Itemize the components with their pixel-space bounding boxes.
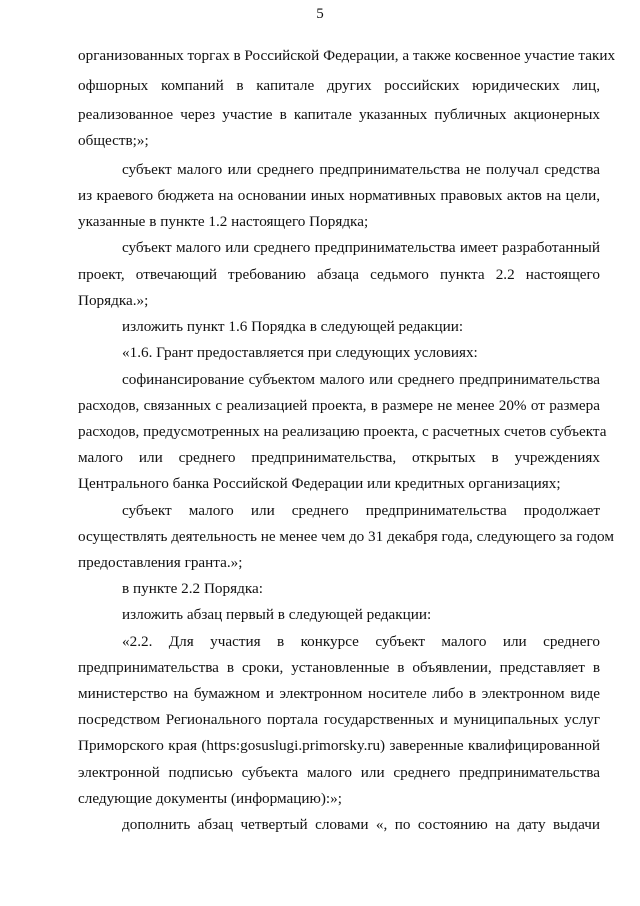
text-line: офшорных компаний в капитале других российских юридических лиц, [78, 77, 600, 94]
text-line: малого или среднего предпринимательства, открытых в учреждениях [78, 449, 600, 466]
text-line: расходов, предусмотренных на реализацию проекта, с расчетных счетов субъекта [78, 423, 607, 440]
text-line: субъект малого или среднего предпринимательства не получал средства [122, 161, 600, 178]
text-line: министерство на бумажном и электронном носителе либо в электронном виде [78, 685, 600, 702]
text-line: осуществлять деятельность не менее чем до 31 декабря года, следующего за годом [78, 528, 614, 545]
text-line: в пункте 2.2 Порядка: [122, 580, 263, 597]
text-line: предоставления гранта.»; [78, 554, 243, 571]
text-line: изложить абзац первый в следующей редакции: [122, 606, 432, 623]
text-line: предпринимательства в сроки, установленные в объявлении, представляет в [78, 659, 600, 676]
text-line: софинансирование субъектом малого или среднего предпринимательства [122, 371, 600, 388]
text-line: субъект малого или среднего предпринимательства имеет разработанный [122, 239, 600, 256]
text-line: следующие документы (информацию):»; [78, 790, 342, 807]
text-line: Приморского края (https:gosuslugi.primorsky.ru) заверенные квалифицированной [78, 737, 600, 754]
text-line: посредством Регионального портала государственных и муниципальных услуг [78, 711, 600, 728]
text-line: изложить пункт 1.6 Порядка в следующей редакции: [122, 318, 464, 335]
text-line: из краевого бюджета на основании иных нормативных правовых актов на цели, [78, 187, 600, 204]
text-line: указанные в пункте 1.2 настоящего Порядка; [78, 213, 369, 230]
text-line: субъект малого или среднего предпринимательства продолжает [122, 502, 600, 519]
text-line: электронной подписью субъекта малого или среднего предпринимательства [78, 764, 600, 781]
text-line: «2.2. Для участия в конкурсе субъект малого или среднего [122, 633, 600, 650]
page-number: 5 [316, 6, 324, 22]
text-line: реализованное через участие в капитале указанных публичных акционерных [78, 106, 600, 123]
text-line: Порядка.»; [78, 292, 149, 309]
text-line: Центрального банка Российской Федерации или кредитных организациях; [78, 475, 561, 492]
text-line: организованных торгах в Российской Федерации, а также косвенное участие таких [78, 47, 616, 64]
text-line: «1.6. Грант предоставляется при следующих условиях: [122, 344, 478, 361]
text-line: дополнить абзац четвертый словами «, по состоянию на дату выдачи [122, 816, 600, 833]
text-line: обществ;»; [78, 132, 149, 149]
text-line: проект, отвечающий требованию абзаца седьмого пункта 2.2 настоящего [78, 266, 600, 283]
text-line: расходов, связанных с реализацией проекта, в размере не менее 20% от размера [78, 397, 600, 414]
